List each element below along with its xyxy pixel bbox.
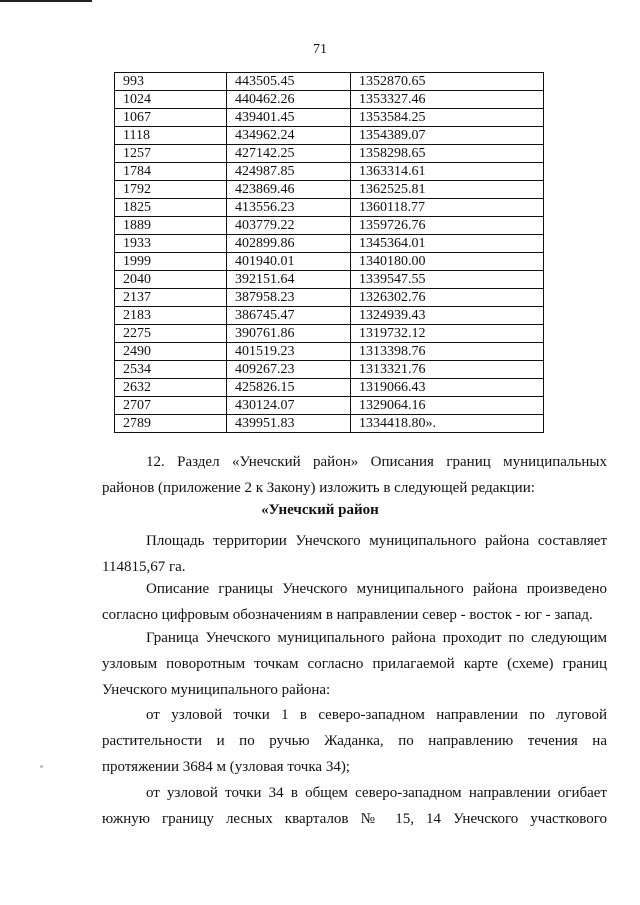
x-coordinate-cell: 439401.45 [227, 109, 351, 127]
x-coordinate-cell: 434962.24 [227, 127, 351, 145]
y-coordinate-cell: 1339547.55 [351, 271, 544, 289]
x-coordinate-cell: 439951.83 [227, 415, 351, 433]
section-heading: «Унечский район [261, 502, 379, 518]
table-row [115, 109, 544, 127]
y-coordinate-cell: 1313321.76 [351, 361, 544, 379]
point-number-cell: 2707 [115, 397, 227, 415]
x-coordinate-cell: 401940.01 [227, 253, 351, 271]
coordinates-table [114, 72, 544, 433]
x-coordinate-cell: 403779.22 [227, 217, 351, 235]
y-coordinate-cell: 1352870.65 [351, 73, 544, 91]
table-row [115, 91, 544, 109]
point-number-cell: 1024 [115, 91, 227, 109]
text-line: Унечского муниципального района: [102, 682, 331, 698]
y-coordinate-cell: 1353584.25 [351, 109, 544, 127]
x-coordinate-cell: 386745.47 [227, 307, 351, 325]
x-coordinate-cell: 425826.15 [227, 379, 351, 397]
scan-speck [40, 765, 43, 768]
text-line: южную границу лесных кварталов № 15, 14 Унечского участкового [102, 811, 607, 827]
table-row [115, 271, 544, 289]
point-number-cell: 1257 [115, 145, 227, 163]
table-row [115, 361, 544, 379]
top-rule [0, 0, 92, 2]
paragraph-section-12 [102, 449, 607, 501]
y-coordinate-cell: 1363314.61 [351, 163, 544, 181]
x-coordinate-cell: 402899.86 [227, 235, 351, 253]
x-coordinate-cell: 413556.23 [227, 199, 351, 217]
table-row [115, 343, 544, 361]
text-line: от узловой точки 34 в общем северо-западном направлении огибает [146, 785, 607, 801]
text-line: от узловой точки 1 в северо-западном направлении по луговой [146, 707, 607, 723]
x-coordinate-cell: 409267.23 [227, 361, 351, 379]
point-number-cell: 1067 [115, 109, 227, 127]
point-number-cell: 1825 [115, 199, 227, 217]
x-coordinate-cell: 424987.85 [227, 163, 351, 181]
point-number-cell: 1118 [115, 127, 227, 145]
x-coordinate-cell: 430124.07 [227, 397, 351, 415]
y-coordinate-cell: 1324939.43 [351, 307, 544, 325]
text-line: районов (приложение 2 к Закону) изложить в следующей редакции: [102, 480, 535, 496]
point-number-cell: 2137 [115, 289, 227, 307]
text-line: растительности и по ручью Жаданка, по направлению течения на [102, 733, 607, 749]
point-number-cell: 1889 [115, 217, 227, 235]
paragraph-point-1 [102, 702, 607, 780]
y-coordinate-cell: 1329064.16 [351, 397, 544, 415]
y-coordinate-cell: 1319066.43 [351, 379, 544, 397]
y-coordinate-cell: 1319732.12 [351, 325, 544, 343]
table-row [115, 181, 544, 199]
x-coordinate-cell: 390761.86 [227, 325, 351, 343]
x-coordinate-cell: 443505.45 [227, 73, 351, 91]
table-row [115, 235, 544, 253]
text-line: Граница Унечского муниципального района проходит по следующим [146, 630, 607, 646]
paragraph-border [102, 625, 607, 703]
point-number-cell: 2789 [115, 415, 227, 433]
text-line: Описание границы Унечского муниципального района произведено [146, 581, 607, 597]
paragraph-point-34 [102, 780, 607, 832]
table-row [115, 199, 544, 217]
y-coordinate-cell: 1345364.01 [351, 235, 544, 253]
y-coordinate-cell: 1353327.46 [351, 91, 544, 109]
point-number-cell: 2534 [115, 361, 227, 379]
y-coordinate-cell: 1354389.07 [351, 127, 544, 145]
table-row [115, 397, 544, 415]
x-coordinate-cell: 427142.25 [227, 145, 351, 163]
paragraph-description [102, 576, 607, 628]
y-coordinate-cell: 1359726.76 [351, 217, 544, 235]
table-row [115, 127, 544, 145]
table-row [115, 253, 544, 271]
text-line: узловым поворотным точкам согласно прилагаемой карте (схеме) границ [102, 656, 607, 672]
point-number-cell: 2040 [115, 271, 227, 289]
point-number-cell: 993 [115, 73, 227, 91]
x-coordinate-cell: 401519.23 [227, 343, 351, 361]
page-number: 71 [313, 42, 327, 57]
table-row [115, 379, 544, 397]
point-number-cell: 2275 [115, 325, 227, 343]
x-coordinate-cell: 423869.46 [227, 181, 351, 199]
paragraph-area [102, 528, 607, 580]
text-line: 12. Раздел «Унечский район» Описания границ муниципальных [146, 454, 607, 470]
point-number-cell: 1784 [115, 163, 227, 181]
table-row [115, 73, 544, 91]
y-coordinate-cell: 1358298.65 [351, 145, 544, 163]
x-coordinate-cell: 392151.64 [227, 271, 351, 289]
text-line: Площадь территории Унечского муниципального района составляет [146, 533, 607, 549]
table-row [115, 145, 544, 163]
table-row [115, 325, 544, 343]
point-number-cell: 2183 [115, 307, 227, 325]
table-row [115, 415, 544, 433]
x-coordinate-cell: 440462.26 [227, 91, 351, 109]
y-coordinate-cell: 1313398.76 [351, 343, 544, 361]
y-coordinate-cell: 1334418.80». [351, 415, 544, 433]
point-number-cell: 1792 [115, 181, 227, 199]
table-row [115, 217, 544, 235]
point-number-cell: 2632 [115, 379, 227, 397]
point-number-cell: 1933 [115, 235, 227, 253]
table-row [115, 163, 544, 181]
y-coordinate-cell: 1362525.81 [351, 181, 544, 199]
text-line: согласно цифровым обозначениям в направлении север - восток - юг - запад. [102, 607, 593, 623]
point-number-cell: 1999 [115, 253, 227, 271]
y-coordinate-cell: 1326302.76 [351, 289, 544, 307]
text-line: 114815,67 га. [102, 559, 186, 575]
point-number-cell: 2490 [115, 343, 227, 361]
y-coordinate-cell: 1360118.77 [351, 199, 544, 217]
table-row [115, 289, 544, 307]
x-coordinate-cell: 387958.23 [227, 289, 351, 307]
text-line: протяжении 3684 м (узловая точка 34); [102, 759, 350, 775]
y-coordinate-cell: 1340180.00 [351, 253, 544, 271]
table-row [115, 307, 544, 325]
